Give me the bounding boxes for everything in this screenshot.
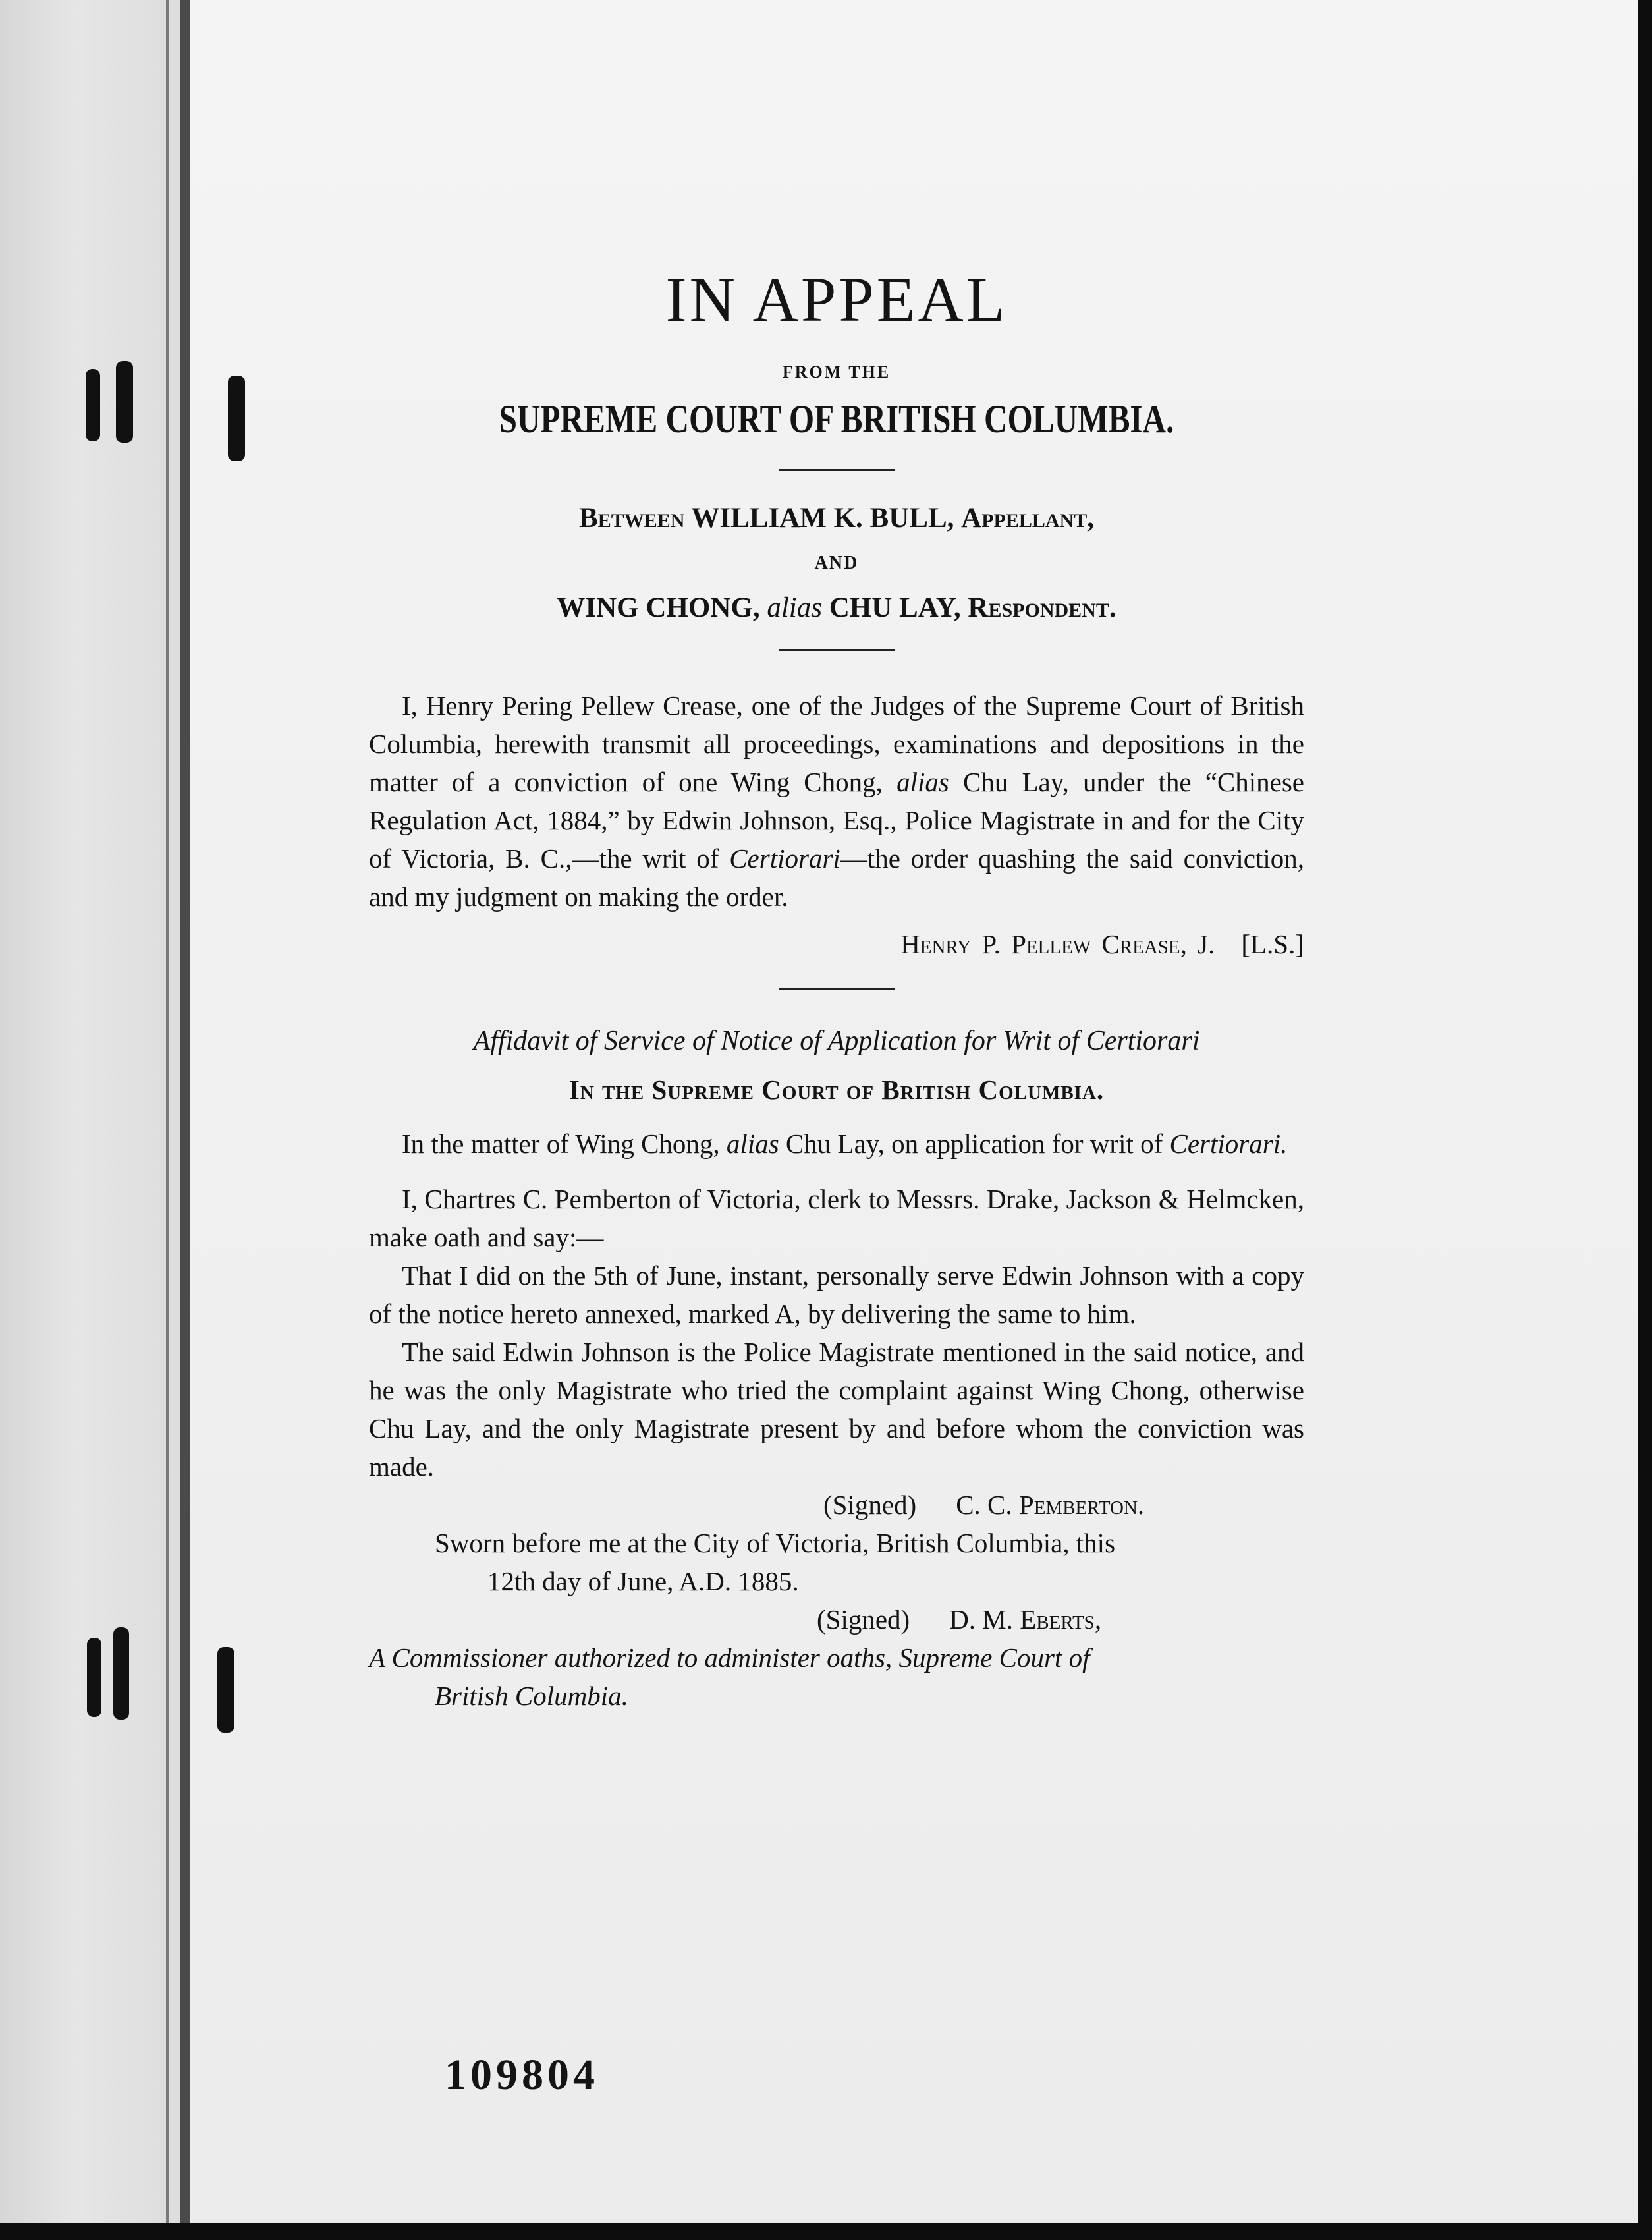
scan-page-edge-line [166,0,169,2240]
sworn-line-2: 12th day of June, A.D. 1885. [487,1566,799,1596]
parties-appellant-line [369,500,1304,537]
from-the-label: FROM THE [782,362,891,381]
affidavit-title: Affidavit of Service of Notice of Application for Writ of Certiorari [473,1026,1200,1056]
pemberton-signature: C. C. Pemberton. [956,1490,1145,1520]
binding-mark-bottom-right [217,1647,234,1733]
scan-bottom-border [0,2223,1652,2240]
transmittal-alias: alias [896,767,949,797]
scan-page-edge [180,0,190,2240]
commissioner-line-2: British Columbia. [435,1681,628,1711]
magistrate-paragraph: The said Edwin Johnson is the Police Magistrate mentioned in the said notice, and he was the only Magistrate who tried the complaint against Wing Chong, otherwise Chu Lay, and the only Magistrate present by and before whom the conviction was made. [369,1337,1304,1482]
eberts-signature-line [369,1600,1304,1638]
scan-left-margin [0,0,191,2240]
binding-mark-top-left-2 [116,361,133,443]
oath-paragraph: I, Chartres C. Pemberton of Victoria, clerk to Messrs. Drake, Jackson & Helmcken, make oath and say:— [369,1184,1304,1252]
matter-text-2: Chu Lay, on application for writ of [779,1129,1170,1159]
judge-signature-line [369,925,1304,963]
divider-rule [779,649,895,651]
service-paragraph: That I did on the 5th of June, instant, personally serve Edwin Johnson with a copy of the notice hereto annexed, marked A, by delivering the same to him. [369,1260,1304,1329]
parties-respondent-line [369,590,1304,627]
respondent-role: Respondent. [968,592,1116,623]
matter-alias: alias [726,1129,779,1159]
matter-paragraph [369,1125,1304,1163]
binding-mark-top-left [86,369,100,441]
binding-mark-bottom-left-2 [113,1627,129,1720]
transmittal-paragraph [369,686,1304,916]
matter-text-1: In the matter of Wing Chong, [402,1129,727,1159]
binding-mark-bottom-left [87,1638,101,1717]
transmittal-certiorari: Certiorari [729,843,840,874]
affidavit-court-heading: In the Supreme Court of British Columbia. [568,1075,1105,1105]
commissioner-line-1: A Commissioner authorized to administer oaths, Supreme Court of [369,1642,1090,1673]
judge-signature: Henry P. Pellew Crease, J. [900,929,1215,959]
scan-right-border [1638,0,1652,2240]
sworn-line-1: Sworn before me at the City of Victoria, British Columbia, this [435,1528,1116,1558]
signed-label: (Signed) [823,1490,917,1520]
binding-mark-top-right [228,376,245,461]
court-heading: SUPREME COURT OF BRITISH COLUMBIA. [499,397,1174,441]
appellant-role: Appellant, [961,503,1094,534]
divider-rule [779,469,895,471]
transmittal-text-2: Chu Lay, under the “Chinese Regulation Act, 1884,” by Edwin Johnson, Esq., Police Magistrate in and for the City of Victoria, B. C.,—the writ of [369,767,1305,874]
transmittal-text-1: I, Henry Pering Pellew Crease, one of the Judges of the Supreme Court of British Columbia, herewith transmit all proceedings, examinations and depositions in the matter of a conviction of one Wing Chong, [369,690,1304,797]
pemberton-signature-line [369,1486,1304,1524]
signed-label: (Signed) [817,1604,910,1635]
document-number: 109804 [445,2051,599,2099]
respondent-alias-name: CHU LAY, [829,592,961,623]
document-body [369,264,1304,1715]
divider-rule [779,988,895,990]
and-label: AND [814,553,859,573]
between-label: Between [579,503,685,534]
respondent-name: WING CHONG, [557,592,760,623]
matter-certiorari: Certiorari. [1169,1129,1288,1159]
appellant-name: WILLIAM K. BULL, [691,503,954,534]
respondent-alias-label: alias [767,592,822,623]
transmittal-text-3: —the order quashing the said conviction, and my judgment on making the order. [369,843,1304,912]
eberts-signature: D. M. Eberts, [949,1604,1102,1635]
document-title: IN APPEAL [665,264,1008,335]
seal-mark: [L.S.] [1241,929,1304,959]
